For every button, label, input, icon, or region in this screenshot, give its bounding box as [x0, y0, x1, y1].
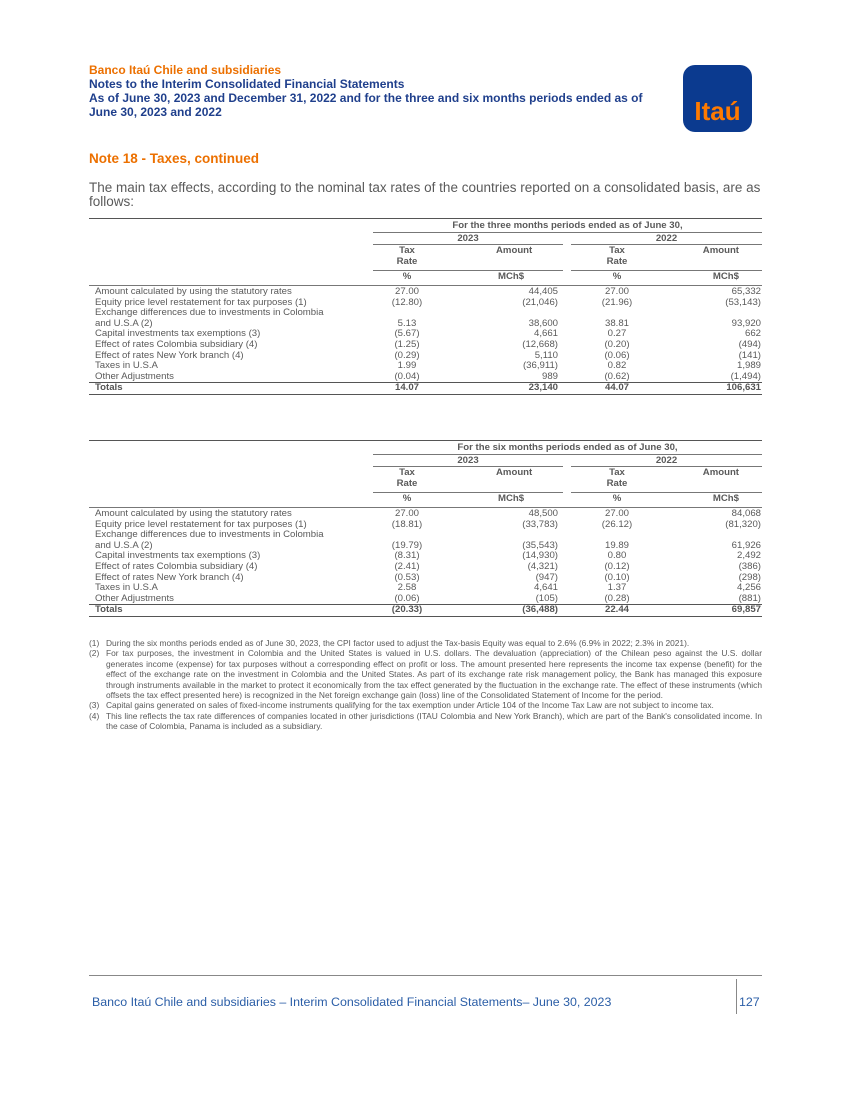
footer-page-divider [736, 979, 737, 1014]
footnote: (1) During the six months periods ended as of June 30, 2023, the CPI factor used to adjust the Tax-basis Equity was equal to 2.6% (6.9% in 2022; 2.3% in 2021). [89, 638, 690, 648]
table-row: Exchange differences due to investments in Colombia [95, 529, 324, 541]
table-row: Taxes in U.S.A 2.58 4,641 1.37 4,256 [95, 582, 761, 594]
unit-pct: % [402, 493, 412, 504]
table-body [89, 287, 762, 395]
company-name: Banco Itaú Chile and subsidiaries [89, 63, 282, 77]
amount-header: Amount [496, 245, 533, 256]
period-heading: For the six months periods ended as of June 30, [457, 442, 678, 453]
year-heading-2023: 2023 [457, 455, 479, 466]
note-title: Note 18 - Taxes, continued [89, 151, 260, 166]
tax-rate-header: Tax Rate [396, 245, 418, 267]
table-row: Amount calculated by using the statutory rates 27.00 44,405 27.00 65,332 [95, 286, 761, 297]
page-number: 127 [739, 995, 760, 1009]
unit-mch: MCh$ [712, 493, 739, 504]
totals-row: Totals (20.33) (36,488) 22.44 69,857 [89, 604, 762, 616]
itau-logo [683, 65, 752, 132]
table-row: Amount calculated by using the statutory rates 27.00 48,500 27.00 84,068 [95, 508, 761, 519]
tax-table-three-months [89, 218, 762, 395]
amount-header: Amount [702, 467, 739, 478]
unit-pct: % [612, 271, 622, 282]
table-row: Exchange differences due to investments in Colombia [95, 307, 324, 319]
document-subtitle-line1: Notes to the Interim Consolidated Financial Statements [89, 77, 405, 91]
footer-text: Banco Itaú Chile and subsidiaries – Interim Consolidated Financial Statements– June 30, 2023 [92, 995, 612, 1009]
table-row: Effect of rates New York branch (4) (0.53) (947) (0.10) (298) [95, 571, 761, 583]
table-row: Effect of rates Colombia subsidiary (4) (1.25) (12,668) (0.20) (494) [95, 338, 761, 350]
document-header [89, 63, 679, 119]
table-body [89, 509, 762, 617]
year-heading-2022: 2022 [655, 455, 678, 466]
table-header [89, 218, 762, 287]
table-row: Other Adjustments (0.04) 989 (0.62) (1,494) [95, 370, 761, 382]
tax-rate-header: Tax Rate [606, 467, 628, 489]
year-heading-2023: 2023 [457, 233, 479, 244]
footer-divider [89, 975, 762, 976]
table-row: Equity price level restatement for tax purposes (1) (12.80) (21,046) (21.96) (53,143) [95, 296, 761, 308]
totals-row: Totals 14.07 23,140 44.07 106,631 [89, 382, 762, 394]
unit-mch: MCh$ [498, 493, 525, 504]
tax-rate-header: Tax Rate [606, 245, 628, 267]
footnote: (3) Capital gains generated on sales of fixed-income instruments qualifying for the tax exemption under Article 104 of the Income Tax Law are not subject to income tax. [89, 700, 714, 711]
unit-mch: MCh$ [712, 271, 739, 282]
amount-header: Amount [496, 467, 533, 478]
footnotes [89, 638, 762, 732]
amount-header: Amount [702, 245, 739, 256]
year-heading-2022: 2022 [655, 233, 678, 244]
intro-paragraph: The main tax effects, according to the nominal tax rates of the countries reported on a consolidated basis, are as follows: [89, 180, 761, 209]
tax-rate-header: Tax Rate [396, 467, 418, 489]
unit-pct: % [612, 493, 622, 504]
footnote: (2) For tax purposes, the investment in Colombia and the United States is valued in U.S. dollars. The devaluation (appreciation) of the Chilean peso against the U.S. dollar generates income (expense) for tax purposes without a corresponding effect on profit or loss. The amount presented here represents the income tax expense (benefit) for the effect of the exchange rate on the investment in Colombia and the United States. As part of its exchange rate risk management policy, the Bank has managed this exposure through instruments available in the market to protect it economically from the tax effect generated by the fluctuation in the exchange rate. The effect of these instruments (which offsets the tax effect presented here) is recognized in the Net foreign exchange gain (loss) line of the Consolidated Statement of Income for the period. [89, 648, 762, 701]
table-row: Capital investments tax exemptions (3) (5.67) 4,661 0.27 662 [95, 328, 761, 340]
footnote: (4) This line reflects the tax rate differences of companies located in other jurisdictions (ITAU Colombia and New York Branch), which are part of the Bank's consolidated income. In the case of Colombia, Panama is included as a subsidiary. [89, 710, 762, 732]
table-row: Equity price level restatement for tax purposes (1) (18.81) (33,783) (26.12) (81,320) [95, 518, 761, 530]
table-row: Effect of rates New York branch (4) (0.29) 5,110 (0.06) (141) [95, 349, 761, 361]
unit-pct: % [402, 271, 412, 282]
document-subtitle-line2: As of June 30, 2023 and December 31, 2022 and for the three and six months periods ended as of [89, 91, 643, 105]
table-row: Taxes in U.S.A 1.99 (36,911) 0.82 1,989 [95, 360, 761, 372]
document-subtitle-line3: June 30, 2023 and 2022 [89, 105, 222, 119]
table-row: and U.S.A (2) (19.79) (35,543) 19.89 61,926 [95, 539, 761, 551]
unit-mch: MCh$ [498, 271, 525, 282]
period-heading: For the three months periods ended as of June 30, [452, 220, 683, 231]
table-row: Effect of rates Colombia subsidiary (4) (2.41) (4,321) (0.12) (386) [95, 560, 761, 572]
table-row: Other Adjustments (0.06) (105) (0.28) (881) [95, 592, 761, 604]
logo-text: Itaú [694, 96, 741, 126]
tax-table-six-months [89, 440, 762, 617]
table-row: and U.S.A (2) 5.13 38,600 38.81 93,920 [95, 317, 761, 329]
table-row: Capital investments tax exemptions (3) (8.31) (14,930) 0.80 2,492 [95, 550, 761, 562]
table-header [89, 440, 762, 509]
